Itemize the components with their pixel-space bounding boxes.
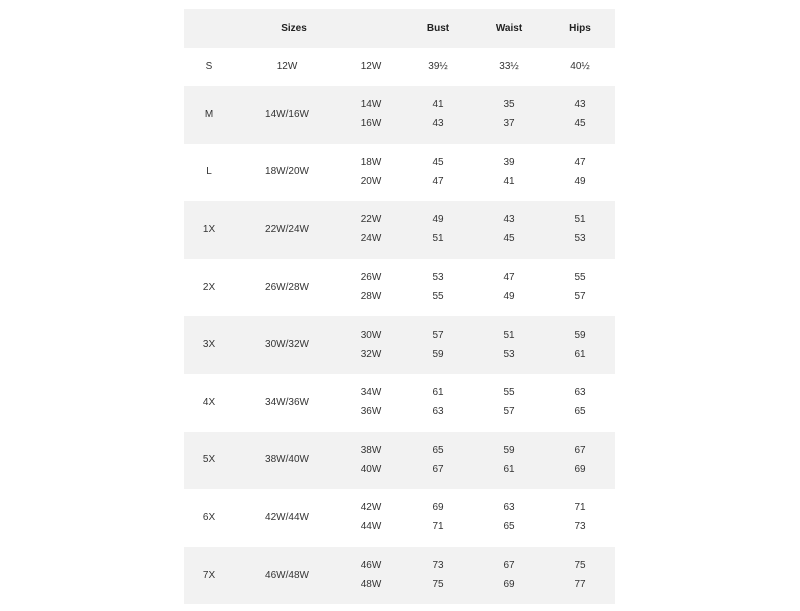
- cell-waist: [499, 48, 518, 86]
- cell-label: 6X: [202, 511, 216, 523]
- cell-bust-value: 49: [432, 214, 444, 226]
- table-row: [184, 48, 615, 86]
- cell-bust: [432, 259, 443, 317]
- cell-sizes-value: 18W: [360, 156, 382, 168]
- cell-range: 34W/36W: [265, 396, 309, 408]
- cell-waist-value: 69: [503, 579, 515, 591]
- cell-sizes: [361, 48, 382, 86]
- cell-sizes-value: 48W: [360, 579, 382, 591]
- cell-hips-value: 73: [574, 521, 586, 533]
- cell-sizes-value: 40W: [360, 463, 382, 475]
- cell-waist-value: 51: [503, 329, 515, 341]
- cell-label: S: [205, 61, 213, 72]
- cell-waist-value: 57: [503, 406, 515, 418]
- cell-bust-value: 75: [432, 579, 444, 591]
- cell-sizes-value: 44W: [360, 521, 382, 533]
- cell-range: 38W/40W: [265, 454, 309, 466]
- cell-waist-value: 67: [503, 560, 515, 572]
- cell-hips-value: 45: [574, 118, 586, 130]
- cell-sizes-value: 38W: [360, 444, 382, 456]
- cell-waist-value: 49: [503, 291, 515, 303]
- cell-bust: [432, 374, 443, 432]
- cell-bust: [432, 316, 443, 374]
- cell-hips-value: 49: [574, 175, 586, 187]
- cell-waist: [503, 144, 514, 202]
- cell-hips: [574, 432, 585, 490]
- cell-sizes: [361, 316, 382, 374]
- cell-waist-value: 55: [503, 387, 515, 399]
- cell-waist: [503, 374, 514, 432]
- cell-bust-value: 63: [432, 406, 444, 418]
- cell-label: L: [206, 166, 212, 178]
- cell-hips-value: 77: [574, 579, 586, 591]
- cell-waist-value: 63: [503, 502, 515, 514]
- cell-waist: [503, 201, 514, 259]
- header-bust: Bust: [426, 22, 450, 34]
- cell-hips: [574, 489, 585, 547]
- cell-range: 12W: [276, 61, 298, 72]
- cell-bust-value: 59: [432, 348, 444, 360]
- cell-hips: [574, 201, 585, 259]
- table-row: [184, 432, 615, 490]
- cell-sizes-value: 28W: [360, 291, 382, 303]
- size-chart-table: [184, 9, 615, 604]
- table-row: [184, 201, 615, 259]
- cell-waist-value: 35: [503, 99, 515, 111]
- header-waist: Waist: [495, 22, 523, 34]
- cell-sizes-value: 42W: [360, 502, 382, 514]
- cell-hips-value: 51: [574, 214, 586, 226]
- table-header-row: [184, 9, 615, 48]
- cell-label: 4X: [202, 396, 216, 408]
- table-row: [184, 374, 615, 432]
- cell-waist: [503, 316, 514, 374]
- header-sizes: Sizes: [281, 22, 307, 34]
- cell-waist: [503, 489, 514, 547]
- cell-waist: [503, 259, 514, 317]
- cell-waist-value: 33½: [499, 61, 519, 72]
- table-row: [184, 86, 615, 144]
- cell-bust-value: 45: [432, 156, 444, 168]
- cell-bust: [432, 144, 443, 202]
- cell-label: 1X: [202, 223, 216, 235]
- cell-hips-value: 57: [574, 291, 586, 303]
- cell-bust-value: 67: [432, 463, 444, 475]
- table-row: [184, 489, 615, 547]
- cell-sizes-value: 16W: [360, 118, 382, 130]
- cell-sizes-value: 32W: [360, 348, 382, 360]
- cell-bust-value: 69: [432, 502, 444, 514]
- cell-sizes-value: 12W: [360, 61, 382, 72]
- cell-sizes-value: 36W: [360, 406, 382, 418]
- cell-waist-value: 59: [503, 444, 515, 456]
- cell-bust: [432, 489, 443, 547]
- cell-bust-value: 41: [432, 99, 444, 111]
- cell-waist: [503, 547, 514, 605]
- table-body: [184, 48, 615, 604]
- cell-hips-value: 47: [574, 156, 586, 168]
- cell-label: 5X: [202, 454, 216, 466]
- cell-hips-value: 43: [574, 99, 586, 111]
- cell-waist-value: 45: [503, 233, 515, 245]
- cell-hips-value: 40½: [570, 61, 590, 72]
- cell-bust-value: 39½: [428, 61, 448, 72]
- cell-hips-value: 61: [574, 348, 586, 360]
- cell-hips-value: 71: [574, 502, 586, 514]
- cell-waist-value: 39: [503, 156, 515, 168]
- cell-hips-value: 53: [574, 233, 586, 245]
- cell-sizes-value: 46W: [360, 560, 382, 572]
- cell-hips: [574, 374, 585, 432]
- cell-waist: [503, 86, 514, 144]
- cell-range: 26W/28W: [265, 281, 309, 293]
- cell-bust-value: 43: [432, 118, 444, 130]
- cell-hips: [574, 144, 585, 202]
- cell-bust-value: 57: [432, 329, 444, 341]
- table-row: [184, 547, 615, 605]
- cell-label: 3X: [202, 339, 216, 351]
- cell-bust-value: 71: [432, 521, 444, 533]
- cell-waist: [503, 432, 514, 490]
- cell-sizes-value: 34W: [360, 387, 382, 399]
- cell-bust: [428, 48, 447, 86]
- cell-bust: [432, 201, 443, 259]
- cell-hips: [574, 547, 585, 605]
- cell-bust-value: 65: [432, 444, 444, 456]
- cell-sizes-value: 22W: [360, 214, 382, 226]
- cell-sizes: [361, 144, 382, 202]
- cell-sizes: [361, 201, 382, 259]
- cell-bust-value: 61: [432, 387, 444, 399]
- cell-sizes: [361, 547, 382, 605]
- cell-label: M: [204, 108, 214, 120]
- table-row: [184, 259, 615, 317]
- cell-hips-value: 69: [574, 463, 586, 475]
- cell-bust: [432, 86, 443, 144]
- cell-waist-value: 65: [503, 521, 515, 533]
- cell-sizes: [361, 374, 382, 432]
- cell-sizes: [361, 489, 382, 547]
- cell-bust-value: 51: [432, 233, 444, 245]
- cell-bust: [432, 547, 443, 605]
- cell-hips: [574, 316, 585, 374]
- table-row: [184, 316, 615, 374]
- table-row: [184, 144, 615, 202]
- cell-range: 18W/20W: [265, 166, 309, 178]
- cell-hips-value: 65: [574, 406, 586, 418]
- cell-sizes-value: 14W: [360, 99, 382, 111]
- cell-waist-value: 61: [503, 463, 515, 475]
- cell-bust-value: 55: [432, 291, 444, 303]
- cell-hips-value: 55: [574, 272, 586, 284]
- header-hips: Hips: [569, 22, 591, 34]
- cell-sizes: [361, 86, 382, 144]
- cell-sizes: [361, 259, 382, 317]
- cell-sizes-value: 26W: [360, 272, 382, 284]
- cell-hips: [574, 259, 585, 317]
- cell-range: 42W/44W: [265, 511, 309, 523]
- cell-bust-value: 73: [432, 560, 444, 572]
- cell-sizes-value: 30W: [360, 329, 382, 341]
- cell-bust-value: 47: [432, 175, 444, 187]
- cell-hips-value: 63: [574, 387, 586, 399]
- cell-sizes-value: 24W: [360, 233, 382, 245]
- cell-label: 2X: [202, 281, 216, 293]
- cell-range: 30W/32W: [265, 339, 309, 351]
- cell-hips-value: 67: [574, 444, 586, 456]
- cell-sizes: [361, 432, 382, 490]
- cell-waist-value: 53: [503, 348, 515, 360]
- cell-label: 7X: [202, 569, 216, 581]
- cell-hips: [574, 86, 585, 144]
- cell-bust: [432, 432, 443, 490]
- cell-hips-value: 75: [574, 560, 586, 572]
- cell-waist-value: 47: [503, 272, 515, 284]
- cell-bust-value: 53: [432, 272, 444, 284]
- cell-hips-value: 59: [574, 329, 586, 341]
- cell-waist-value: 43: [503, 214, 515, 226]
- cell-sizes-value: 20W: [360, 175, 382, 187]
- cell-waist-value: 41: [503, 175, 515, 187]
- cell-range: 14W/16W: [265, 108, 309, 120]
- cell-range: 46W/48W: [265, 569, 309, 581]
- cell-waist-value: 37: [503, 118, 515, 130]
- cell-hips: [570, 48, 589, 86]
- cell-range: 22W/24W: [265, 223, 309, 235]
